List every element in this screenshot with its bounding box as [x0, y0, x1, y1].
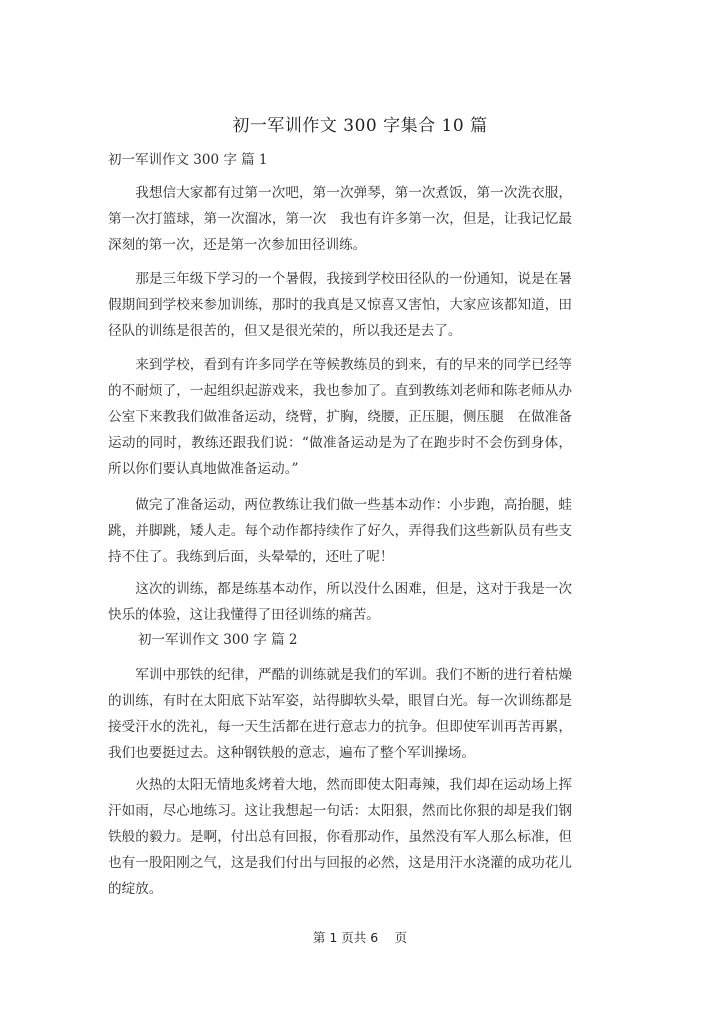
paragraph: 来到学校，看到有许多同学在等候教练员的到来，有的早来的同学已经等的不耐烦了，一起组织起游戏来，我也参加了。直到教练刘老师和陈老师从办公室下来教我们做准备运动，绕臂，扩胸，绕腰，正压腿，侧压腿 在做准备运动的同时，教练还跟我们说：“做准备运动是为了在跑步时不会伤到身体，所以你们要认真地做准备运动。” — [108, 357, 572, 477]
paragraph: 军训中那铁的纪律，严酷的训练就是我们的军训。我们不断的进行着枯燥的训练，有时在太阳底下站军姿，站得脚软头晕，眼冒白光。每一次训练都是接受汗水的洗礼，每一天生活都在进行意志力的抗争。但即使军训再苦再累，我们也要挺过去。这种钢铁般的意志，遍布了整个军训操场。 — [108, 667, 572, 761]
paragraph: 那是三年级下学习的一个暑假，我接到学校田径队的一份通知，说是在暑假期间到学校来参加训练，那时的我真是又惊喜又害怕，大家应该都知道，田径队的训练是很苦的，但又是很光荣的，所以我还是去了。 — [108, 271, 572, 339]
document-title: 初一军训作文 300 字集合 10 篇 — [232, 116, 488, 136]
page-footer: 第 1 页共 6 页 — [312, 930, 408, 945]
paragraph: 火热的太阳无情地炙烤着大地，然而即使太阳毒辣，我们却在运动场上挥汗如雨，尽心地练习。这让我想起一句话：太阳狠，然而比你狠的却是我们钢铁般的毅力。是啊，付出总有回报，你看那动作，虽然没有军人那么标准，但也有一股阳刚之气，这是我们付出与回报的必然，这是用汗水浇灌的成功花儿的绽放。 — [108, 777, 572, 897]
section-heading-1: 初一军训作文 300 字 篇 1 — [108, 152, 268, 168]
paragraph: 我想信大家都有过第一次吧，第一次弹琴，第一次煮饭，第一次洗衣服，第一次打篮球，第一次溜冰，第一次 我也有许多第一次，但是，让我记忆最深刻的第一次，还是第一次参加田径训练。 — [108, 185, 572, 253]
paragraph: 这次的训练，都是练基本动作，所以没什么困难，但是，这对于我是一次快乐的体验，这让我懂得了田径训练的痛苦。 — [108, 581, 572, 623]
section-heading-2: 初一军训作文 300 字 篇 2 — [138, 632, 298, 648]
paragraph: 做完了准备运动，两位教练让我们做一些基本动作：小步跑，高抬腿，蛙跳，并脚跳，矮人走。每个动作都持续作了好久，弄得我们这些新队员有些支持不住了。我练到后面，头晕晕的，还吐了呢！ — [108, 497, 572, 565]
